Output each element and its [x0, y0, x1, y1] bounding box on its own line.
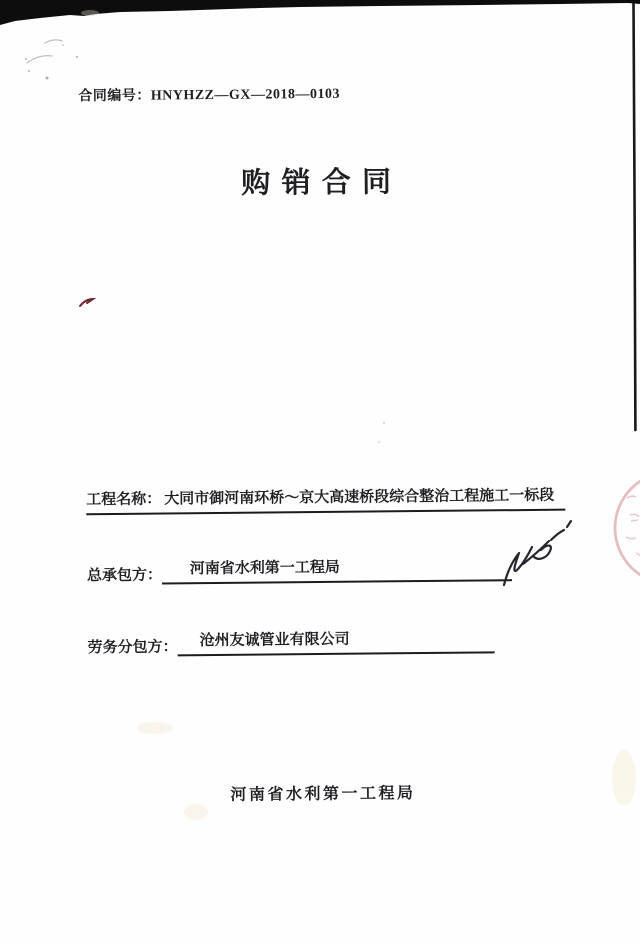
labor-subcontractor-label: 劳务分包方： [87, 639, 178, 657]
contract-number-line [78, 83, 340, 106]
labor-subcontractor-row [87, 626, 494, 657]
project-name-value: 大同市御河南环桥～京大高速桥段综合整治工程施工一标段 [164, 487, 555, 508]
general-contractor-value: 河南省水利第一工程局 [162, 554, 512, 584]
contract-number-label: 合同编号： [78, 88, 151, 105]
labor-subcontractor-value: 沧州友诚管业有限公司 [177, 626, 494, 656]
project-name-label: 工程名称： [86, 491, 162, 509]
general-contractor-row [87, 554, 512, 585]
footer-company: 河南省水利第一工程局 [230, 785, 416, 804]
document-title: 购 销 合 同 [241, 166, 394, 200]
general-contractor-label: 总承包方： [86, 567, 163, 585]
contract-number-value: HNYHZZ—GX—2018—0103 [150, 86, 341, 104]
project-name-row [86, 484, 565, 516]
